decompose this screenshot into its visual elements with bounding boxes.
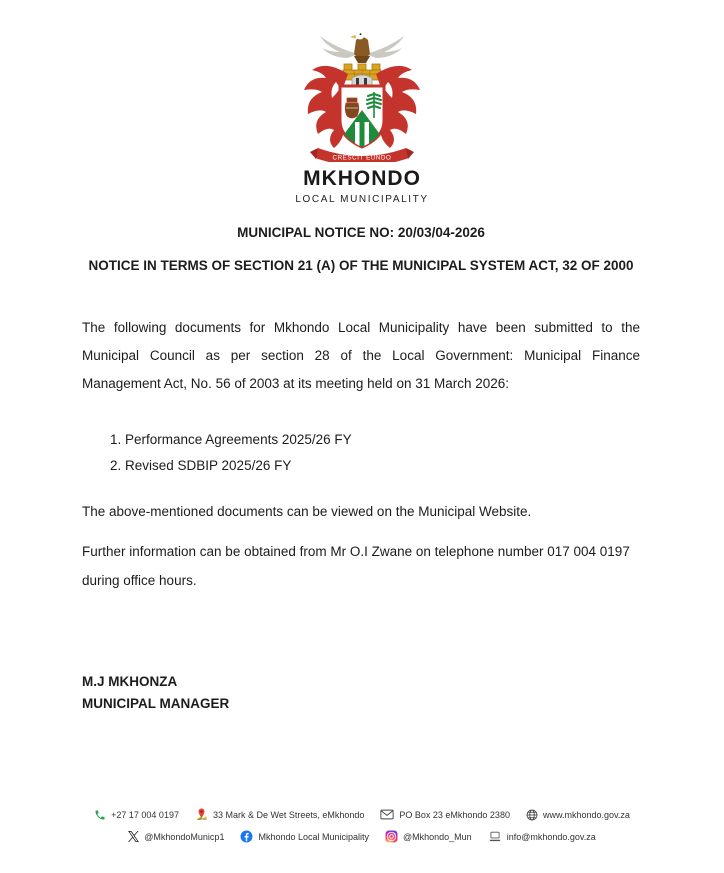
postal-contact — [380, 809, 510, 820]
website-url: www.mkhondo.gov.za — [542, 809, 630, 820]
phone-contact — [94, 809, 179, 821]
notice-content — [0, 224, 724, 715]
viewing-paragraph: The above-mentioned documents can be viewed on the Municipal Website. — [82, 504, 532, 519]
notice-number-heading: MUNICIPAL NOTICE NO: 20/03/04-2026 — [237, 225, 485, 240]
map-pin-icon — [195, 808, 208, 821]
phone-icon — [94, 809, 106, 821]
municipal-crest-icon — [296, 26, 428, 162]
facebook-contact — [240, 830, 369, 843]
eagle-crest-icon — [320, 31, 404, 64]
phone-number: +27 17 004 0197 — [111, 809, 179, 820]
instagram-handle: @Mkhondo_Mun — [403, 831, 472, 842]
signature-block — [82, 671, 640, 715]
po-box: PO Box 23 eMkhondo 2380 — [399, 809, 510, 820]
x-contact — [128, 831, 224, 842]
instagram-contact — [385, 830, 472, 843]
facebook-icon — [240, 830, 253, 843]
intro-paragraph: The following documents for Mkhondo Local Municipality have been submitted to the Municipal Council as per section 28 of the Local Government: Municipal Finance Management Act, No. 56 of 2003 at its meeting held on 31 March 2026: — [82, 320, 640, 391]
facebook-name: Mkhondo Local Municipality — [258, 831, 370, 842]
street-address: 33 Mark & De Wet Streets, eMkhondo — [212, 809, 365, 820]
laptop-icon — [488, 831, 502, 842]
x-icon — [128, 831, 139, 842]
list-item: 1. Performance Agreements 2025/26 FY — [125, 432, 640, 448]
motto-ribbon-icon — [310, 148, 414, 162]
notice-title-heading: NOTICE IN TERMS OF SECTION 21 (A) OF THE MUNICIPAL SYSTEM ACT, 32 OF 2000 — [88, 258, 634, 273]
website-contact — [526, 809, 630, 821]
shield-icon — [334, 86, 390, 148]
signatory-title: MUNICIPAL MANAGER — [82, 696, 230, 711]
municipality-name: MKHONDO — [303, 167, 421, 190]
envelope-icon — [380, 809, 394, 820]
contact-footer — [0, 808, 724, 843]
contact-paragraph: Further information can be obtained from Mr O.I Zwane on telephone number 017 004 0197 during office hours. — [82, 544, 630, 588]
footer-row-1 — [94, 808, 630, 821]
motto-text: CRESCIT EUNDO — [332, 154, 392, 162]
footer-row-2 — [128, 830, 595, 843]
email-contact — [488, 831, 596, 842]
instagram-icon — [385, 830, 398, 843]
signatory-name: M.J MKHONZA — [82, 674, 178, 689]
email-address: info@mkhondo.gov.za — [506, 831, 596, 842]
list-item: 2. Revised SDBIP 2025/26 FY — [125, 458, 640, 474]
address-contact — [195, 808, 364, 821]
document-list — [82, 432, 640, 474]
municipality-subtitle: LOCAL MUNICIPALITY — [295, 194, 429, 205]
x-handle: @MkhondoMunicp1 — [144, 831, 225, 842]
logo-block — [0, 0, 724, 206]
globe-icon — [526, 809, 538, 821]
